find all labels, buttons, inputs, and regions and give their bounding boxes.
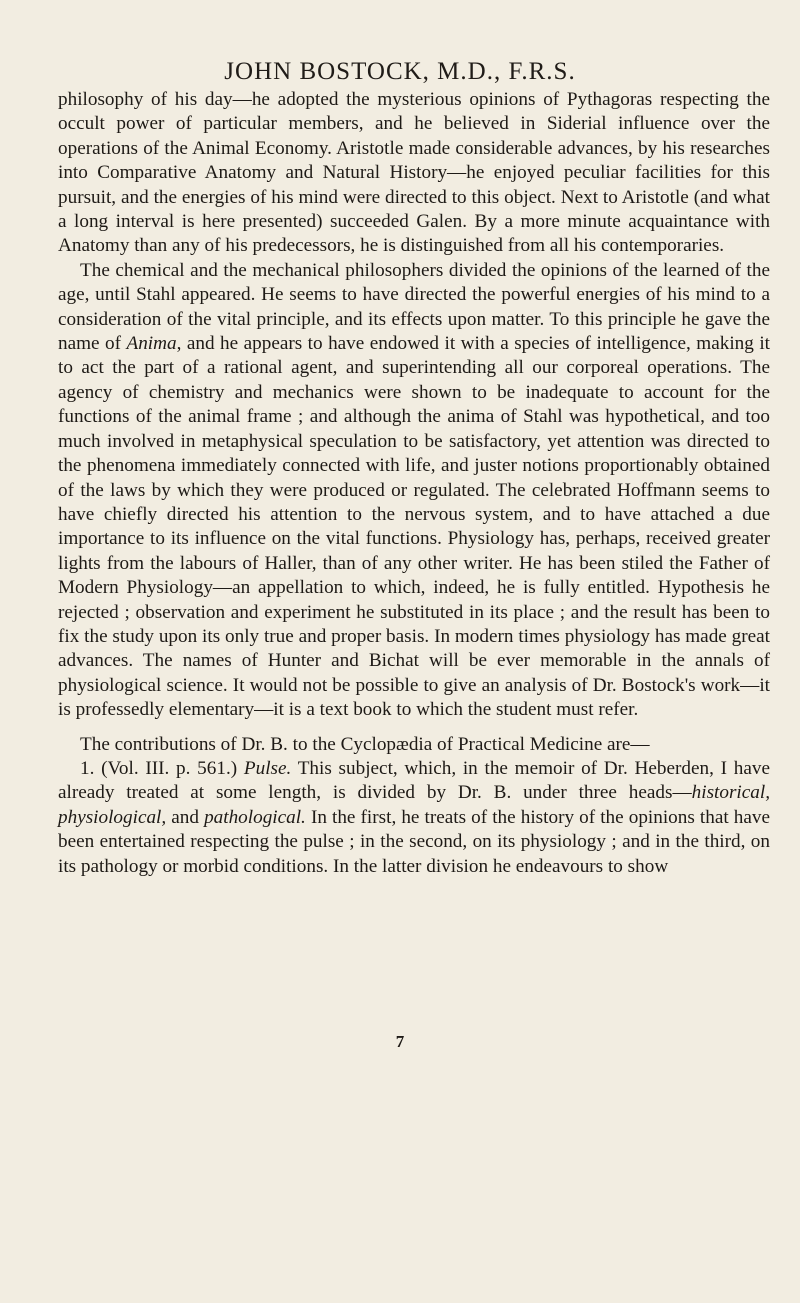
- body-text: [58, 88, 770, 879]
- page-number: 7: [395, 1032, 405, 1051]
- paragraph-2-text-b: , and he appears to have endowed it with a species of intelligence, making it to act the part of a rational agent, and superintending all our corporeal operations. The agency of chemistry and mechanics were shown to be inadequate to account for the functions of the animal frame ; and although the anima of Stahl was hypothetical, and too much involved in metaphysical speculation to be satisfactory, yet attention was directed to the phenomena immediately connected with life, and juster notions proportionably obtained of the laws by which they were produced or regulated. The celebrated Hoffmann seems to have chiefly directed his attention to the nervous system, and to have attached a due importance to its influence on the vital functions. Physiology has, perhaps, received greater lights from the labours of Haller, than of any other writer. He has been stiled the Father of Modern Physiology—an appellation to which, indeed, he is fully entitled. Hypothesis he rejected ; observation and experiment he substituted in its place ; and the result has been to fix the study upon its only true and proper basis. In modern times physiology has made great advances. The names of Hunter and Bichat will be ever memorable in the annals of physiological science. It would not be possible to give an analysis of Dr. Bostock's work—it is professedly elementary—it is a text book to which the student must refer.: [58, 333, 770, 721]
- paragraph-2-text-a: The chemical and the mechanical philosophers divided the opinions of the learned of the age, until Stahl appeared. He seems to have directed the powerful energies of his mind to a consideration of the vital principle, and its effects upon matter. To this principle he gave the name of: [58, 259, 770, 355]
- pathological-term: pathological.: [204, 806, 306, 828]
- paragraph-4-text-b: This subject, which, in the memoir of Dr. Heberden, I have already treated at some length, is divided by Dr. B. under three heads—: [58, 757, 770, 804]
- paragraph-4-text-a: 1. (Vol. III. p. 561.): [80, 757, 244, 779]
- paragraph-3-text: The contributions of Dr. B. to the Cyclopædia of Practical Medicine are—: [80, 733, 650, 755]
- historical-physiological-terms: historical, physiological,: [58, 782, 770, 828]
- paragraph-1: [58, 88, 770, 259]
- anima-term: Anima: [126, 333, 177, 355]
- paragraph-1-text: philosophy of his day—he adopted the mysterious opinions of Pythagoras respecting the occult power of particular members, and he believed in Siderial influence over the operations of the Animal Economy. Aristotle made considerable advances, by his researches into Comparative Anatomy and Natural History—he enjoyed peculiar facilities for this pursuit, and the energies of his mind were directed to this object. Next to Aristotle (and what a long interval is here presented) succeeded Galen. By a more minute acquaintance with Anatomy than any of his predecessors, he is distinguished from all his contemporaries.: [58, 89, 770, 257]
- paragraph-3: [58, 733, 770, 757]
- pulse-term: Pulse.: [243, 757, 292, 779]
- paragraph-4-text-d: In the first, he treats of the history of the opinions that have been entertained respecting the pulse ; in the second, on its physiology ; and in the third, on its pathology or morbid conditions. In the latter division he endeavours to show: [58, 806, 770, 877]
- paragraph-4-text-c: and: [166, 806, 205, 828]
- running-head: JOHN BOSTOCK, M.D., F.R.S.: [224, 58, 576, 85]
- paragraph-4: [58, 757, 770, 879]
- paragraph-2: [58, 259, 770, 723]
